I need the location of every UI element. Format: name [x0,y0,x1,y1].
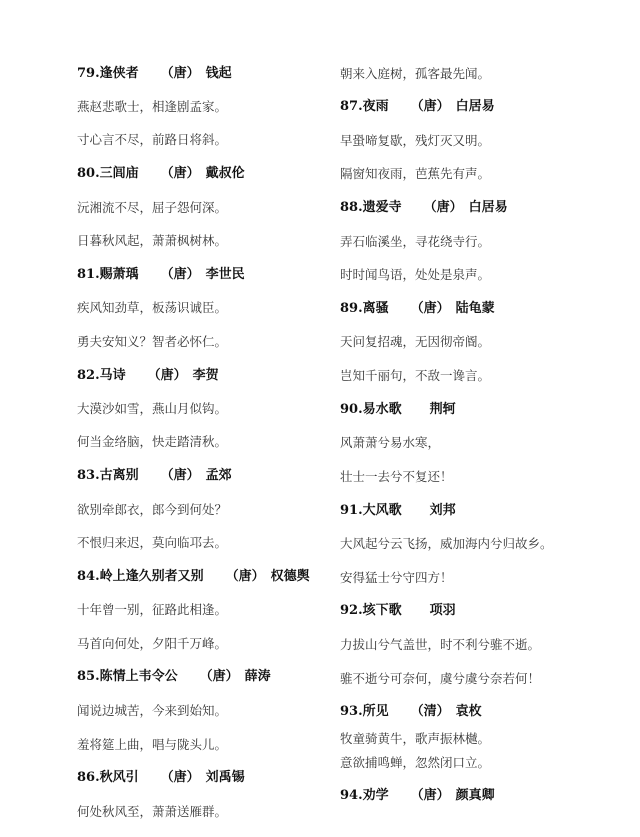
poem-line: 沅湘流不尽，屈子怨何深。 [77,200,228,215]
poem-line: 安得猛士兮守四方！ [340,570,453,585]
poem-title: 84.岭上逢久别者又别 （唐） 权德舆 [77,569,310,584]
poem-title: 91.大风歌 刘邦 [340,503,456,518]
poem-line: 隔窗知夜雨，芭蕉先有声。 [340,166,491,181]
poem-title: 87.夜雨 （唐） 白居易 [340,99,495,114]
poem-line: 意欲捕鸣蝉，忽然闭口立。 [340,755,491,770]
poem-title: 82.马诗 （唐） 李贺 [77,368,219,383]
poem-title: 83.古离别 （唐） 孟郊 [77,468,232,483]
poem-line: 壮士一去兮不复还！ [340,469,453,484]
poem-line: 牧童骑黄牛，歌声振林樾。 [340,731,491,746]
poem-line: 弄石临溪坐，寻花绕寺行。 [340,234,491,249]
poem-title: 86.秋风引 （唐） 刘禹锡 [77,770,245,785]
poem-line: 闻说边城苦，今来到始知。 [77,703,228,718]
poem-line: 羞将筵上曲，唱与陇头儿。 [77,737,228,752]
poem-line: 马首向何处，夕阳千万峰。 [77,636,228,651]
poem-line: 骓不逝兮可奈何，虞兮虞兮奈若何！ [340,671,541,686]
poem-line: 何处秋风至，萧萧送雁群。 [77,804,228,819]
poem-title: 94.劝学 （唐） 颜真卿 [340,788,495,803]
poem-title: 92.垓下歌 项羽 [340,603,456,618]
poem-line: 不恨归来迟，莫向临邛去。 [77,535,228,550]
poem-title: 80.三闾庙 （唐） 戴叔伦 [77,166,245,181]
poem-title: 90.易水歌 荆轲 [340,402,456,417]
poem-line: 大风起兮云飞扬，威加海内兮归故乡。 [340,536,553,551]
poem-title: 79.逢侠者 （唐） 钱起 [77,66,232,81]
poem-line: 勇夫安知义？智者必怀仁。 [77,334,228,349]
poem-line: 风萧萧兮易水寒， [340,435,441,450]
poem-line: 燕赵悲歌士，相逢剧孟家。 [77,99,228,114]
poem-line: 大漠沙如雪，燕山月似钩。 [77,401,228,416]
poem-line: 十年曾一别，征路此相逢。 [77,602,228,617]
poem-line: 力拔山兮气盖世，时不利兮骓不逝。 [340,637,541,652]
poem-line: 寸心言不尽，前路日将斜。 [77,132,228,147]
poem-line: 朝来入庭树，孤客最先闻。 [340,66,491,81]
poem-title: 85.陈情上韦令公 （唐） 薛涛 [77,669,271,684]
poem-line: 日暮秋风起，萧萧枫树林。 [77,233,228,248]
poem-line: 疾风知劲草，板荡识诚臣。 [77,300,228,315]
poem-title: 93.所见 （清） 袁枚 [340,704,482,719]
poem-line: 何当金络脑，快走踏清秋。 [77,434,228,449]
poem-line: 早蛩啼复歇，残灯灭又明。 [340,133,491,148]
poem-title: 81.赐萧瑀 （唐） 李世民 [77,267,245,282]
poem-line: 欲别牵郎衣，郎今到何处？ [77,502,228,517]
poem-line: 岂知千丽句，不敌一谗言。 [340,368,491,383]
poem-title: 89.离骚 （唐） 陆龟蒙 [340,301,495,316]
poem-title: 88.遗爱寺 （唐） 白居易 [340,200,508,215]
poem-line: 天问复招魂，无因彻帝阍。 [340,334,491,349]
poem-line: 时时闻鸟语，处处是泉声。 [340,267,491,282]
